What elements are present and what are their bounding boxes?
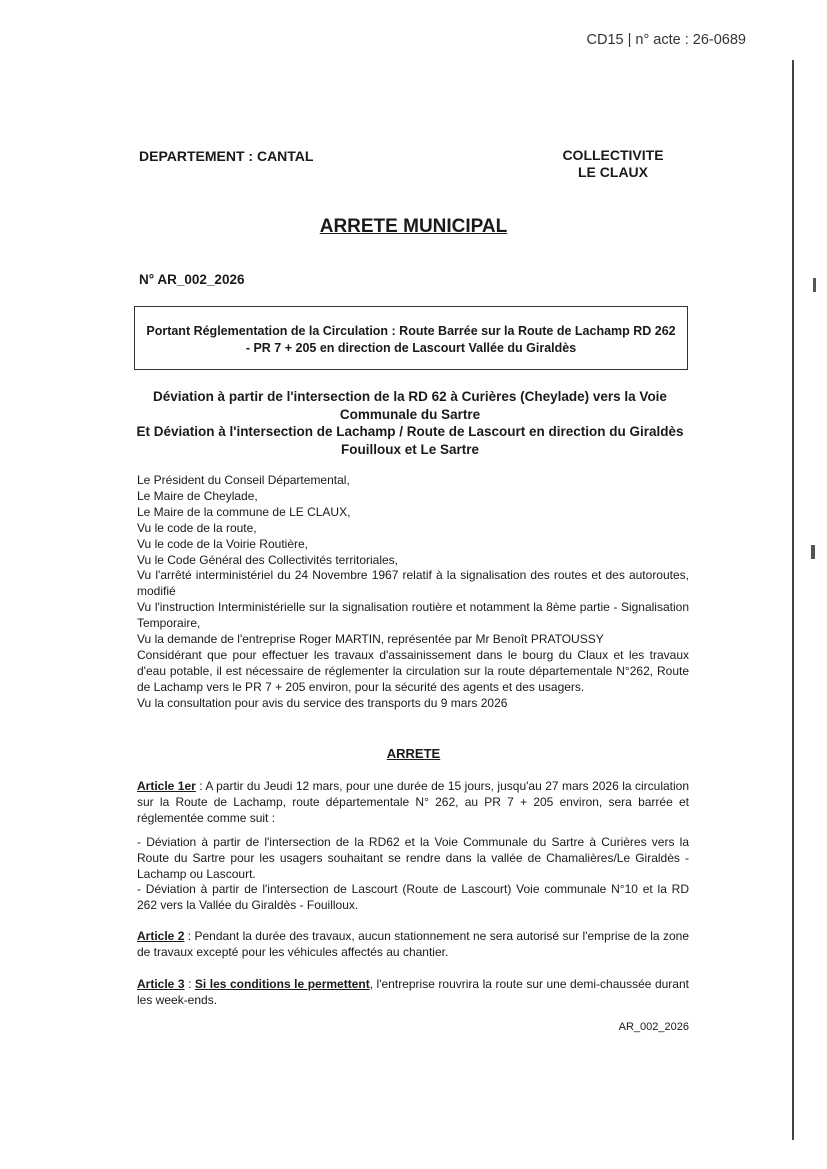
- article-1-label: Article 1er: [137, 779, 196, 793]
- article-3: [137, 976, 689, 1008]
- collectivity-label: COLLECTIVITE: [562, 147, 664, 163]
- article-1-bullet-2: - Déviation à partir de l'intersection de Lascourt (Route de Lascourt) Voie communale N°10 et la RD 262 vers la Vallée du Giraldès - Fouilloux.: [137, 882, 689, 912]
- article-3-separator: :: [184, 977, 195, 991]
- consideration-item: Vu la demande de l'entreprise Roger MARTIN, représentée par Mr Benoît PRATOUSSY: [137, 632, 604, 647]
- consideration-item: Vu le code de la route,: [137, 520, 257, 535]
- arrete-heading: ARRETE: [386, 746, 441, 761]
- article-1-bullet-1: - Déviation à partir de l'intersection de la RD62 et la Voie Communale du Sartre à Curières vers la Route du Sartre pour les usagers souhaitant se rendre dans la vallée de Chamalières/Le Giraldès - Lachamp ou Lascourt.: [137, 835, 689, 881]
- subject-text: Portant Réglementation de la Circulation : Route Barrée sur la Route de Lachamp RD 262 - PR 7 + 205 en direction de Lascourt Vallée du Giraldès: [146, 324, 676, 355]
- scan-mark: [813, 278, 816, 292]
- footer-reference: AR_002_2026: [618, 1021, 689, 1033]
- deviation-line-2: Et Déviation à l'intersection de Lachamp / Route de Lascourt en direction du Giraldès Fouilloux et Le Sartre: [136, 424, 684, 457]
- article-1-text: : A partir du Jeudi 12 mars, pour une durée de 15 jours, jusqu'au 27 mars 2026 la circulation sur la Route de Lachamp, route départementale N° 262, au PR 7 + 205 environ, sera barrée et réglementée comme suit :: [137, 779, 690, 825]
- consideration-item: Le Maire de Cheylade,: [137, 488, 258, 503]
- consideration-item: Vu l'arrêté interministériel du 24 Novembre 1967 relatif à la signalisation des routes et des autoroutes, modifié: [137, 568, 689, 599]
- document-reference: CD15 | n° acte : 26-0689: [586, 32, 746, 48]
- page-title: ARRETE MUNICIPAL: [319, 216, 508, 237]
- consideration-item: Considérant que pour effectuer les travaux d'assainissement dans le bourg du Claux et les travaux d'eau potable, il est nécessaire de réglementer la circulation sur la route départementale N°262, Route de Lachamp vers le PR 7 + 205 environ, pour la sécurité des agents et des usagers.: [137, 647, 689, 694]
- consideration-item: Vu l'instruction Interministérielle sur la signalisation routière et notamment la 8ème partie - Signalisation Temporaire,: [137, 600, 689, 631]
- collectivity-block: [548, 147, 678, 181]
- article-3-label: Article 3: [137, 977, 185, 991]
- consideration-item: Le Maire de la commune de LE CLAUX,: [137, 504, 351, 519]
- article-2-label: Article 2: [137, 929, 185, 943]
- subject-box: [134, 306, 688, 370]
- department-label: DEPARTEMENT : CANTAL: [139, 148, 314, 164]
- article-3-text: , l'entreprise rouvrira la route sur une demi-chaussée durant les week-ends.: [137, 977, 689, 1007]
- consideration-item: Le Président du Conseil Départemental,: [137, 473, 350, 487]
- article-3-condition: Si les conditions le permettent: [194, 977, 370, 991]
- consideration-item: Vu le Code Général des Collectivités territoriales,: [137, 552, 399, 567]
- article-1: [137, 778, 689, 826]
- consideration-item: Vu le code de la Voirie Routière,: [137, 536, 308, 551]
- deviation-block: [130, 388, 690, 458]
- article-2: [137, 928, 689, 960]
- scan-mark: [811, 545, 815, 559]
- considerations-list: [137, 473, 689, 712]
- deviation-line-1: Déviation à partir de l'intersection de la RD 62 à Curières (Cheylade) vers la Voie Communale du Sartre: [153, 389, 667, 422]
- collectivity-name: LE CLAUX: [578, 164, 648, 180]
- consideration-item: Vu la consultation pour avis du service des transports du 9 mars 2026: [137, 695, 508, 710]
- article-2-text: : Pendant la durée des travaux, aucun stationnement ne sera autorisé sur l'emprise de la zone de travaux excepté pour les véhicules affectés au chantier.: [137, 929, 689, 959]
- arrete-number: N° AR_002_2026: [139, 272, 245, 287]
